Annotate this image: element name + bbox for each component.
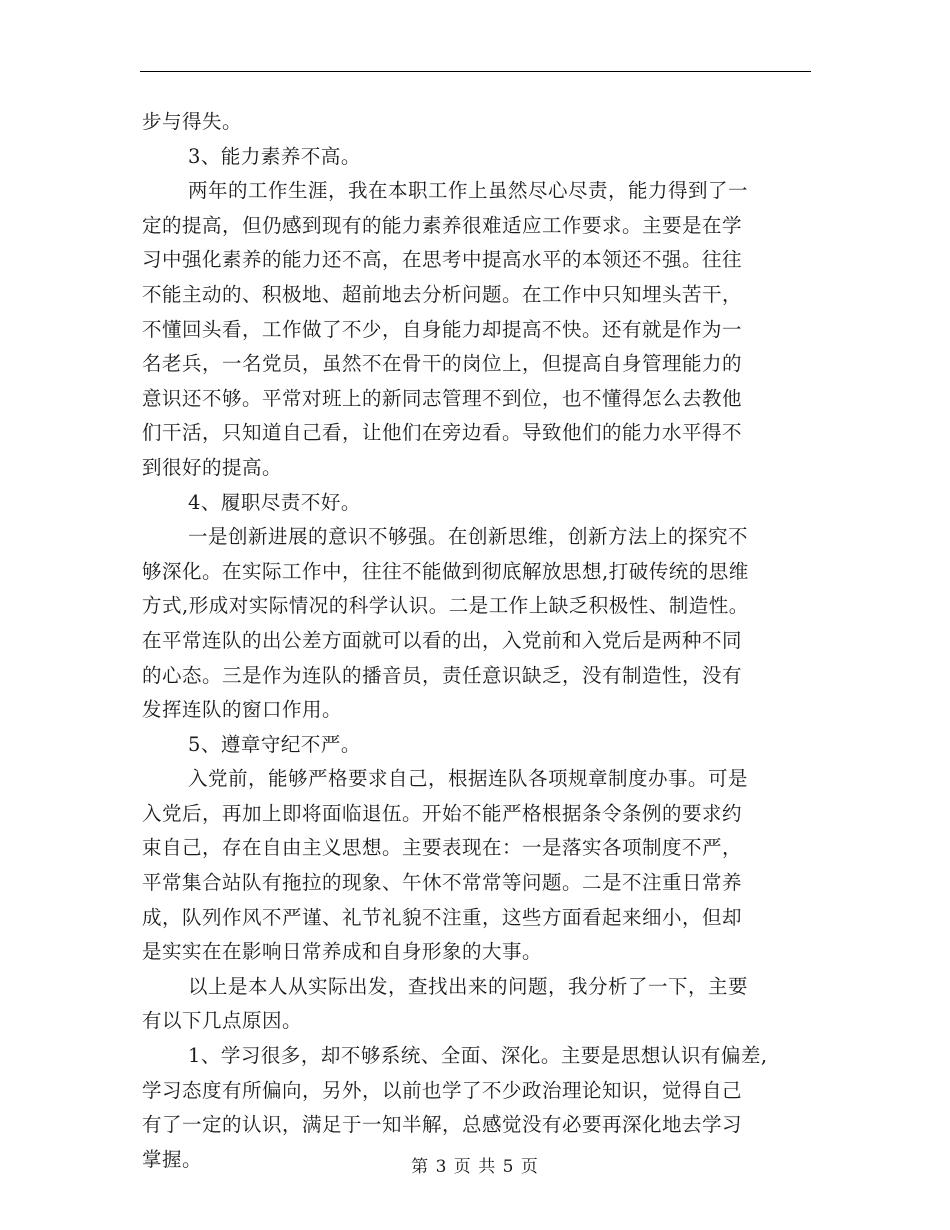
- text-line: 不能主动的、积极地、超前地去分析问题。在工作中只知埋头苦干，: [142, 282, 743, 306]
- text-line: 成，队列作风不严谨、礼节礼貌不注重，这些方面看起来细小，但却: [142, 905, 743, 929]
- text-line: 有了一定的认识，满足于一知半解，总感觉没有必要再深化地去学习: [142, 1113, 743, 1137]
- text-line: 平常集合站队有拖拉的现象、午休不常常等问题。二是不注重日常养: [142, 871, 743, 895]
- text-line: 学习态度有所偏向，另外，以前也学了不少政治理论知识，觉得自己: [142, 1078, 743, 1102]
- text-line: 是实实在在影响日常养成和自身形象的大事。: [142, 940, 543, 964]
- text-line: 不懂回头看，工作做了不少，自身能力却提高不快。还有就是作为一: [142, 317, 743, 341]
- text-line: 入党前，能够严格要求自己，根据连队各项规章制度办事。可是: [188, 767, 749, 791]
- text-line: 的心态。三是作为连队的播音员，责任意识缺乏，没有制造性，没有: [142, 663, 743, 687]
- text-line: 5、遵章守纪不严。: [188, 732, 361, 756]
- text-line: 4、履职尽责不好。: [188, 490, 361, 514]
- text-line: 步与得失。: [142, 110, 243, 133]
- text-line: 意识还不够。平常对班上的新同志管理不到位，也不懂得怎么去教他: [142, 386, 743, 410]
- document-body: [142, 105, 814, 1177]
- page-footer: 第 3 页 共 5 页: [411, 1157, 539, 1177]
- text-line: 名老兵，一名党员，虽然不在骨干的岗位上，但提高自身管理能力的: [142, 352, 743, 376]
- text-line: 以上是本人从实际出发，查找出来的问题，我分析了一下，主要: [188, 974, 749, 998]
- header-rule: [140, 71, 811, 72]
- text-line: 们干活，只知道自己看，让他们在旁边看。导致他们的能力水平得不: [142, 421, 743, 445]
- text-line: 有以下几点原因。: [142, 1009, 303, 1033]
- text-line: 在平常连队的出公差方面就可以看的出，入党前和入党后是两种不同: [142, 628, 743, 652]
- text-line: 束自己，存在自由主义思想。主要表现在：一是落实各项制度不严，: [142, 836, 743, 860]
- text-line: 3、能力素养不高。: [188, 144, 361, 168]
- text-line: 掌握。: [142, 1147, 203, 1171]
- text-line: 够深化。在实际工作中，往往不能做到彻底解放思想,打破传统的思维: [142, 559, 749, 583]
- text-line: 方式,形成对实际情况的科学认识。二是工作上缺乏积极性、制造性。: [142, 594, 749, 618]
- text-line: 发挥连队的窗口作用。: [142, 698, 343, 722]
- text-line: 入党后，再加上即将面临退伍。开始不能严格根据条令条例的要求约: [142, 801, 743, 825]
- text-line: 定的提高，但仍感到现有的能力素养很难适应工作要求。主要是在学: [142, 213, 743, 237]
- text-line: 两年的工作生涯，我在本职工作上虽然尽心尽责，能力得到了一: [188, 179, 749, 203]
- text-line: 1、学习很多，却不够系统、全面、深化。主要是思想认识有偏差,: [188, 1044, 768, 1068]
- text-line: 习中强化素养的能力还不高，在思考中提高水平的本领还不强。往往: [142, 248, 743, 272]
- text-line: 一是创新进展的意识不够强。在创新思维，创新方法上的探究不: [188, 525, 749, 549]
- text-line: 到很好的提高。: [142, 455, 283, 479]
